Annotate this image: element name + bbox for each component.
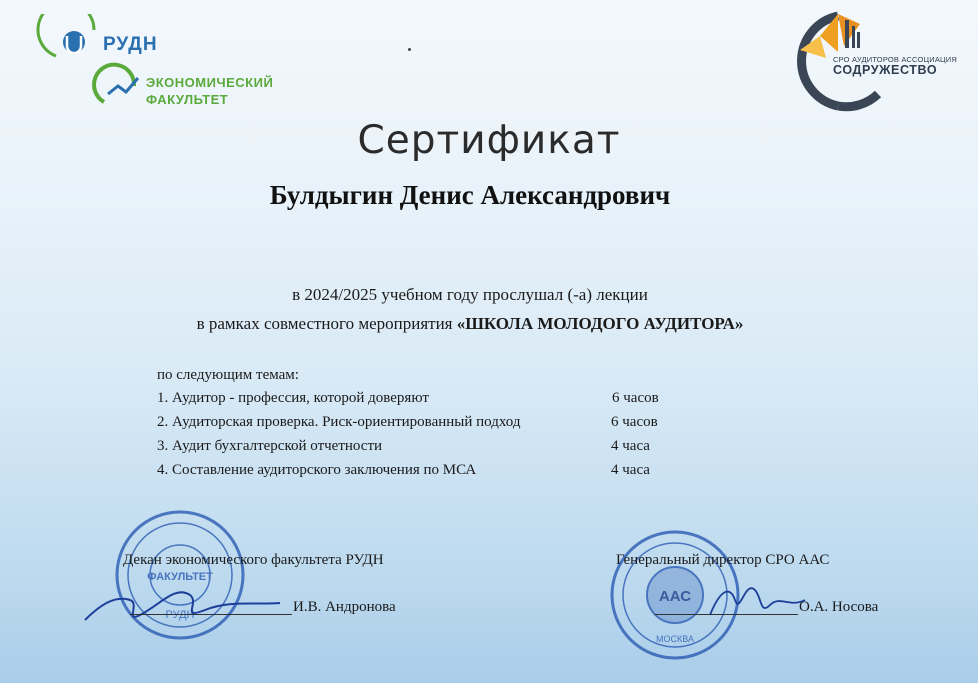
rudn-logo-text: РУДН bbox=[103, 34, 158, 55]
dean-signature-icon bbox=[80, 565, 300, 635]
event-name: «ШКОЛА МОЛОДОГО АУДИТОРА» bbox=[456, 314, 744, 333]
sro-logo-big-text: СОДРУЖЕСТВО bbox=[833, 63, 938, 77]
topic-hours: 4 часа bbox=[611, 438, 650, 454]
stamp-left-center-text: ФАКУЛЬТЕТ bbox=[147, 571, 213, 583]
topic-hours: 4 часа bbox=[611, 462, 650, 478]
signature-line bbox=[655, 614, 798, 615]
certificate-title: Сертификат bbox=[357, 118, 621, 163]
stamp-left-bottom-text: РУДН bbox=[165, 609, 195, 621]
stamp-right-bottom-text: МОСКВА bbox=[656, 634, 694, 644]
director-title: Генеральный директор СРО ААС bbox=[616, 552, 830, 568]
faculty-line-2: ФАКУЛЬТЕТ bbox=[146, 92, 229, 107]
event-line bbox=[0, 314, 940, 334]
topic-hours: 6 часов bbox=[611, 414, 658, 430]
topic-item: 1. Аудитор - профессия, которой доверяют bbox=[157, 390, 429, 406]
dean-name: И.В. Андронова bbox=[293, 599, 396, 615]
director-signature-icon bbox=[700, 570, 810, 630]
topics-intro: по следующим темам: bbox=[157, 367, 299, 383]
attendance-line: в 2024/2025 учебном году прослушал (-а) лекции bbox=[292, 285, 648, 304]
faculty-logo-text bbox=[146, 74, 273, 108]
event-line-prefix: в рамках совместного мероприятия bbox=[196, 314, 457, 333]
director-name: О.А. Носова bbox=[799, 599, 879, 615]
sro-logo-small-text: СРО АУДИТОРОВ АССОЦИАЦИЯ bbox=[833, 55, 958, 64]
topic-hours: 6 часов bbox=[612, 390, 659, 406]
speck bbox=[408, 48, 411, 51]
dean-title: Декан экономического факультета РУДН bbox=[123, 552, 384, 568]
stamp-right-center-text: ААС bbox=[658, 588, 692, 605]
faculty-line-1: ЭКОНОМИЧЕСКИЙ bbox=[146, 75, 274, 90]
topic-item: 4. Составление аудиторского заключения по МСА bbox=[157, 462, 477, 478]
recipient-name: Булдыгин Денис Александрович bbox=[269, 180, 671, 210]
signature-line bbox=[130, 614, 292, 615]
topic-item: 3. Аудит бухгалтерской отчетности bbox=[157, 438, 383, 454]
topic-item: 2. Аудиторская проверка. Риск-ориентированный подход bbox=[157, 414, 521, 430]
